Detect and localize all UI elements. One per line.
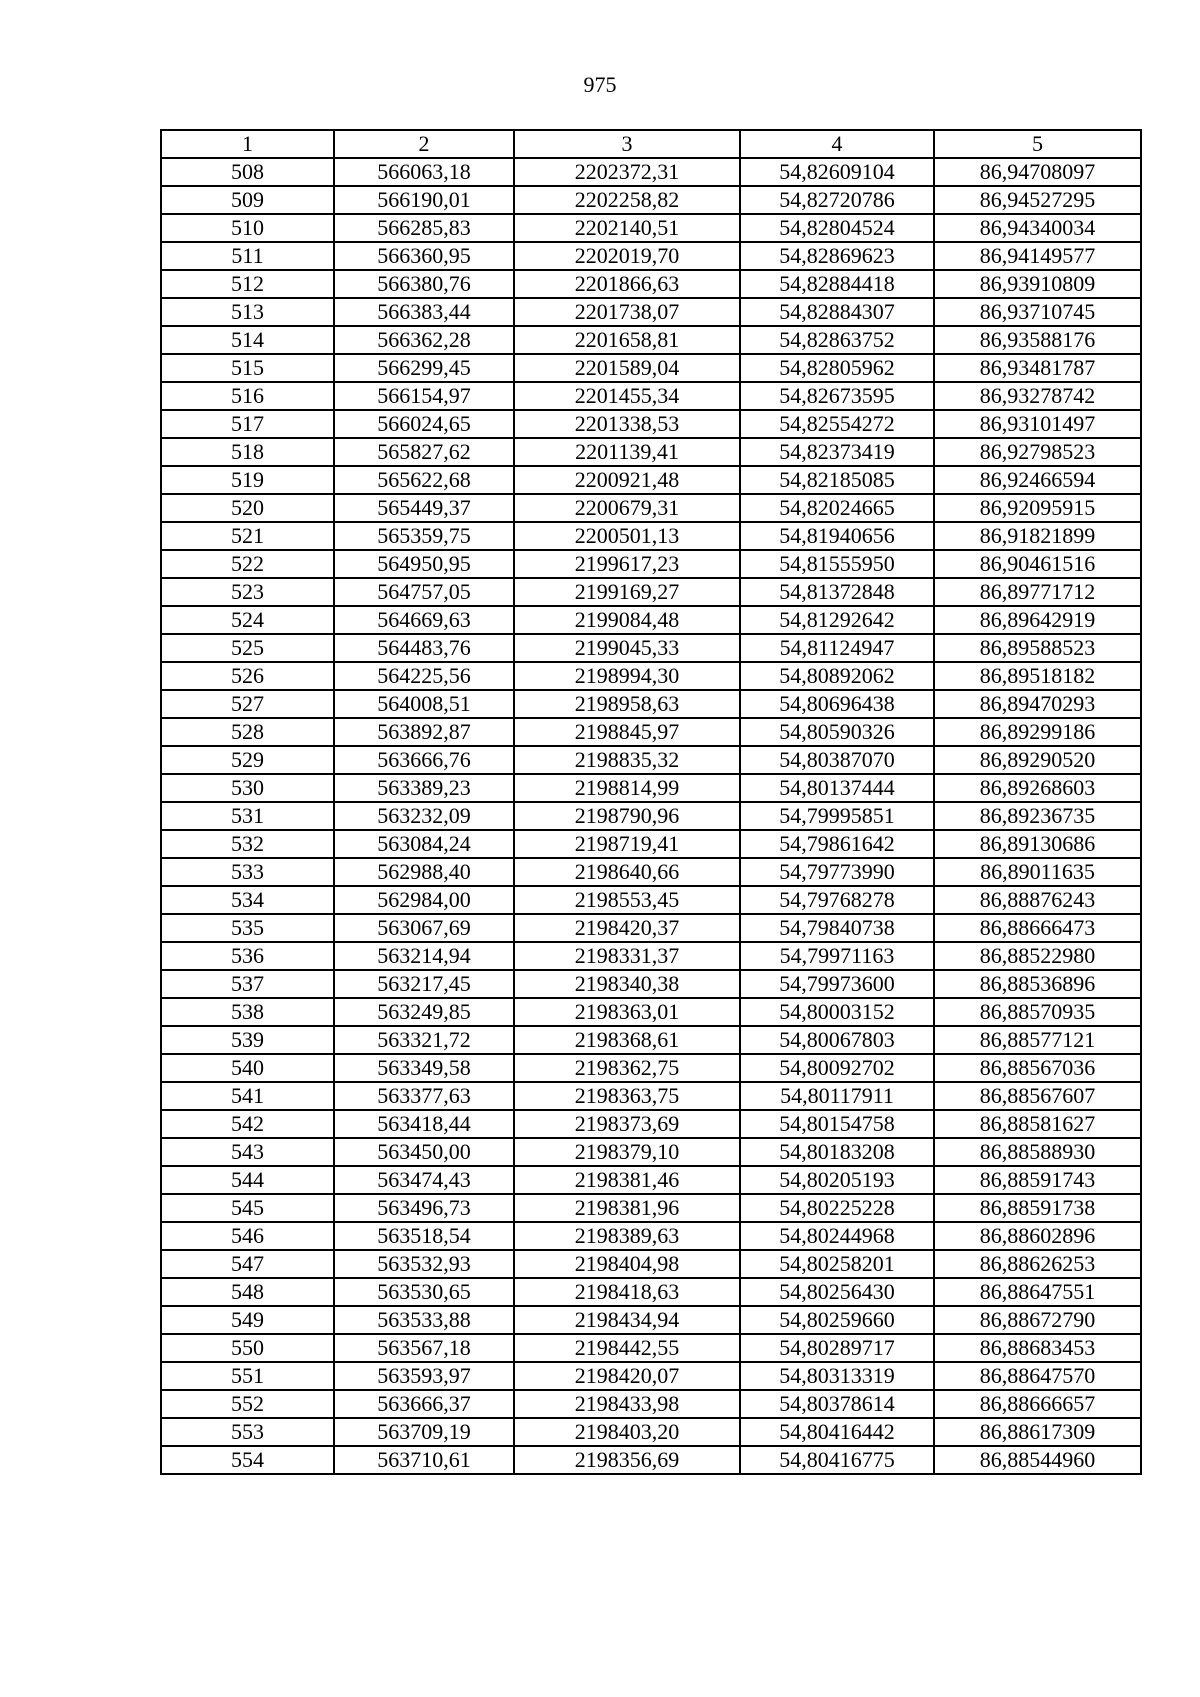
table-cell-col-2: 563666,37 bbox=[334, 1390, 514, 1418]
table-row bbox=[161, 1054, 1141, 1082]
table-cell-col-2: 563593,97 bbox=[334, 1362, 514, 1390]
table-cell-col-1: 534 bbox=[161, 886, 334, 914]
table-cell-col-5: 86,90461516 bbox=[934, 550, 1141, 578]
table-cell-col-1: 554 bbox=[161, 1446, 334, 1474]
table-cell-col-5: 86,88522980 bbox=[934, 942, 1141, 970]
table-cell-col-2: 563710,61 bbox=[334, 1446, 514, 1474]
table-cell-col-2: 563518,54 bbox=[334, 1222, 514, 1250]
table-cell-col-3: 2198362,75 bbox=[514, 1054, 740, 1082]
column-header-2: 2 bbox=[334, 130, 514, 158]
table-cell-col-5: 86,89011635 bbox=[934, 858, 1141, 886]
table-cell-col-3: 2199617,23 bbox=[514, 550, 740, 578]
table-cell-col-4: 54,79768278 bbox=[740, 886, 934, 914]
table-cell-col-2: 566383,44 bbox=[334, 298, 514, 326]
table-cell-col-1: 516 bbox=[161, 382, 334, 410]
table-cell-col-3: 2201139,41 bbox=[514, 438, 740, 466]
table-cell-col-3: 2198373,69 bbox=[514, 1110, 740, 1138]
table-row bbox=[161, 1026, 1141, 1054]
table-cell-col-1: 539 bbox=[161, 1026, 334, 1054]
table-cell-col-3: 2198790,96 bbox=[514, 802, 740, 830]
table-cell-col-2: 563418,44 bbox=[334, 1110, 514, 1138]
column-header-1: 1 bbox=[161, 130, 334, 158]
table-cell-col-5: 86,88536896 bbox=[934, 970, 1141, 998]
table-cell-col-5: 86,93481787 bbox=[934, 354, 1141, 382]
table-cell-col-2: 565827,62 bbox=[334, 438, 514, 466]
table-cell-col-4: 54,82720786 bbox=[740, 186, 934, 214]
column-header-4: 4 bbox=[740, 130, 934, 158]
table-cell-col-4: 54,79773990 bbox=[740, 858, 934, 886]
table-cell-col-2: 566063,18 bbox=[334, 158, 514, 186]
table-cell-col-5: 86,88567607 bbox=[934, 1082, 1141, 1110]
table-cell-col-5: 86,88647570 bbox=[934, 1362, 1141, 1390]
table-cell-col-3: 2202258,82 bbox=[514, 186, 740, 214]
table-cell-col-3: 2198420,37 bbox=[514, 914, 740, 942]
table-cell-col-5: 86,88617309 bbox=[934, 1418, 1141, 1446]
table-cell-col-3: 2198363,75 bbox=[514, 1082, 740, 1110]
table-cell-col-2: 566285,83 bbox=[334, 214, 514, 242]
table-cell-col-5: 86,88647551 bbox=[934, 1278, 1141, 1306]
header-row bbox=[161, 130, 1141, 158]
table-cell-col-1: 530 bbox=[161, 774, 334, 802]
table-cell-col-4: 54,80416775 bbox=[740, 1446, 934, 1474]
table-cell-col-5: 86,92095915 bbox=[934, 494, 1141, 522]
table-cell-col-5: 86,89642919 bbox=[934, 606, 1141, 634]
table-cell-col-1: 547 bbox=[161, 1250, 334, 1278]
table-cell-col-5: 86,94149577 bbox=[934, 242, 1141, 270]
table-row bbox=[161, 494, 1141, 522]
table-row bbox=[161, 298, 1141, 326]
table-cell-col-2: 563567,18 bbox=[334, 1334, 514, 1362]
table-row bbox=[161, 914, 1141, 942]
table-cell-col-1: 518 bbox=[161, 438, 334, 466]
table-cell-col-3: 2198553,45 bbox=[514, 886, 740, 914]
table-cell-col-5: 86,88672790 bbox=[934, 1306, 1141, 1334]
table-cell-col-2: 564669,63 bbox=[334, 606, 514, 634]
table-row bbox=[161, 1138, 1141, 1166]
table-cell-col-1: 527 bbox=[161, 690, 334, 718]
table-cell-col-2: 563377,63 bbox=[334, 1082, 514, 1110]
table-row bbox=[161, 1278, 1141, 1306]
table-row bbox=[161, 970, 1141, 998]
table-cell-col-2: 563450,00 bbox=[334, 1138, 514, 1166]
table-cell-col-3: 2198418,63 bbox=[514, 1278, 740, 1306]
table-cell-col-5: 86,89771712 bbox=[934, 578, 1141, 606]
table-cell-col-2: 565622,68 bbox=[334, 466, 514, 494]
table-cell-col-1: 525 bbox=[161, 634, 334, 662]
table-cell-col-4: 54,82805962 bbox=[740, 354, 934, 382]
table-cell-col-4: 54,82884418 bbox=[740, 270, 934, 298]
table-row bbox=[161, 606, 1141, 634]
page-number: 975 bbox=[583, 72, 617, 97]
table-cell-col-4: 54,80378614 bbox=[740, 1390, 934, 1418]
table-cell-col-1: 529 bbox=[161, 746, 334, 774]
table-cell-col-4: 54,80183208 bbox=[740, 1138, 934, 1166]
table-cell-col-4: 54,80590326 bbox=[740, 718, 934, 746]
table-cell-col-1: 548 bbox=[161, 1278, 334, 1306]
table-cell-col-1: 536 bbox=[161, 942, 334, 970]
table-cell-col-5: 86,88876243 bbox=[934, 886, 1141, 914]
table-row bbox=[161, 1166, 1141, 1194]
table-cell-col-4: 54,82373419 bbox=[740, 438, 934, 466]
table-cell-col-5: 86,89518182 bbox=[934, 662, 1141, 690]
table-row bbox=[161, 186, 1141, 214]
table-row bbox=[161, 270, 1141, 298]
table-cell-col-3: 2198640,66 bbox=[514, 858, 740, 886]
table-cell-col-5: 86,93278742 bbox=[934, 382, 1141, 410]
table-cell-col-2: 563349,58 bbox=[334, 1054, 514, 1082]
table-row bbox=[161, 802, 1141, 830]
table-cell-col-5: 86,88683453 bbox=[934, 1334, 1141, 1362]
table-row bbox=[161, 410, 1141, 438]
table-cell-col-4: 54,80892062 bbox=[740, 662, 934, 690]
table-cell-col-1: 531 bbox=[161, 802, 334, 830]
table-cell-col-1: 538 bbox=[161, 998, 334, 1026]
table-cell-col-4: 54,82185085 bbox=[740, 466, 934, 494]
table-cell-col-2: 563249,85 bbox=[334, 998, 514, 1026]
table-cell-col-4: 54,80696438 bbox=[740, 690, 934, 718]
table-cell-col-2: 566299,45 bbox=[334, 354, 514, 382]
table-cell-col-4: 54,80154758 bbox=[740, 1110, 934, 1138]
table-cell-col-4: 54,81292642 bbox=[740, 606, 934, 634]
table-cell-col-3: 2198340,38 bbox=[514, 970, 740, 998]
table-cell-col-5: 86,88626253 bbox=[934, 1250, 1141, 1278]
table-row bbox=[161, 746, 1141, 774]
table-cell-col-4: 54,80387070 bbox=[740, 746, 934, 774]
table-cell-col-5: 86,94340034 bbox=[934, 214, 1141, 242]
table-cell-col-4: 54,79861642 bbox=[740, 830, 934, 858]
table-cell-col-3: 2198379,10 bbox=[514, 1138, 740, 1166]
table-cell-col-1: 519 bbox=[161, 466, 334, 494]
table-cell-col-1: 523 bbox=[161, 578, 334, 606]
table-cell-col-2: 563532,93 bbox=[334, 1250, 514, 1278]
table-cell-col-3: 2198363,01 bbox=[514, 998, 740, 1026]
table-row bbox=[161, 718, 1141, 746]
table-cell-col-3: 2202019,70 bbox=[514, 242, 740, 270]
table-cell-col-5: 86,94527295 bbox=[934, 186, 1141, 214]
table-cell-col-5: 86,88544960 bbox=[934, 1446, 1141, 1474]
table-cell-col-4: 54,82673595 bbox=[740, 382, 934, 410]
table-cell-col-3: 2198845,97 bbox=[514, 718, 740, 746]
table-cell-col-5: 86,92798523 bbox=[934, 438, 1141, 466]
table-cell-col-3: 2201866,63 bbox=[514, 270, 740, 298]
table-cell-col-5: 86,93710745 bbox=[934, 298, 1141, 326]
table-cell-col-1: 508 bbox=[161, 158, 334, 186]
table-cell-col-4: 54,82884307 bbox=[740, 298, 934, 326]
table-cell-col-2: 565449,37 bbox=[334, 494, 514, 522]
table-cell-col-2: 563892,87 bbox=[334, 718, 514, 746]
table-cell-col-2: 564483,76 bbox=[334, 634, 514, 662]
table-cell-col-4: 54,80258201 bbox=[740, 1250, 934, 1278]
table-cell-col-1: 522 bbox=[161, 550, 334, 578]
table-cell-col-4: 54,81124947 bbox=[740, 634, 934, 662]
table-cell-col-4: 54,80313319 bbox=[740, 1362, 934, 1390]
table-cell-col-3: 2200679,31 bbox=[514, 494, 740, 522]
table-cell-col-1: 549 bbox=[161, 1306, 334, 1334]
coordinates-table bbox=[160, 129, 1142, 1475]
table-cell-col-4: 54,82554272 bbox=[740, 410, 934, 438]
table-cell-col-4: 54,81372848 bbox=[740, 578, 934, 606]
table-cell-col-3: 2199169,27 bbox=[514, 578, 740, 606]
table-cell-col-2: 563709,19 bbox=[334, 1418, 514, 1446]
table-cell-col-4: 54,80259660 bbox=[740, 1306, 934, 1334]
table-row bbox=[161, 998, 1141, 1026]
table-cell-col-3: 2198381,46 bbox=[514, 1166, 740, 1194]
table-cell-col-5: 86,89588523 bbox=[934, 634, 1141, 662]
table-cell-col-1: 535 bbox=[161, 914, 334, 942]
table-row bbox=[161, 1418, 1141, 1446]
table-cell-col-1: 541 bbox=[161, 1082, 334, 1110]
table-cell-col-3: 2201455,34 bbox=[514, 382, 740, 410]
table-cell-col-1: 509 bbox=[161, 186, 334, 214]
table-cell-col-1: 552 bbox=[161, 1390, 334, 1418]
table-cell-col-1: 546 bbox=[161, 1222, 334, 1250]
table-cell-col-2: 566360,95 bbox=[334, 242, 514, 270]
table-cell-col-2: 562984,00 bbox=[334, 886, 514, 914]
table-cell-col-3: 2198434,94 bbox=[514, 1306, 740, 1334]
table-cell-col-2: 563217,45 bbox=[334, 970, 514, 998]
table-cell-col-2: 563533,88 bbox=[334, 1306, 514, 1334]
table-cell-col-5: 86,88577121 bbox=[934, 1026, 1141, 1054]
table-cell-col-1: 532 bbox=[161, 830, 334, 858]
table-cell-col-1: 515 bbox=[161, 354, 334, 382]
table-row bbox=[161, 326, 1141, 354]
table-row bbox=[161, 662, 1141, 690]
table-cell-col-2: 562988,40 bbox=[334, 858, 514, 886]
table-cell-col-5: 86,88602896 bbox=[934, 1222, 1141, 1250]
table-row bbox=[161, 1194, 1141, 1222]
table-cell-col-1: 540 bbox=[161, 1054, 334, 1082]
table-cell-col-2: 563389,23 bbox=[334, 774, 514, 802]
table-cell-col-5: 86,89130686 bbox=[934, 830, 1141, 858]
table-cell-col-3: 2198389,63 bbox=[514, 1222, 740, 1250]
table-row bbox=[161, 634, 1141, 662]
table-cell-col-4: 54,80117911 bbox=[740, 1082, 934, 1110]
table-row bbox=[161, 1222, 1141, 1250]
table-row bbox=[161, 1362, 1141, 1390]
table-cell-col-1: 544 bbox=[161, 1166, 334, 1194]
table-row bbox=[161, 438, 1141, 466]
table-cell-col-2: 566024,65 bbox=[334, 410, 514, 438]
table-cell-col-4: 54,80092702 bbox=[740, 1054, 934, 1082]
table-row bbox=[161, 1306, 1141, 1334]
table-cell-col-4: 54,79995851 bbox=[740, 802, 934, 830]
table-cell-col-3: 2201338,53 bbox=[514, 410, 740, 438]
table-cell-col-2: 563496,73 bbox=[334, 1194, 514, 1222]
table-row bbox=[161, 830, 1141, 858]
table-cell-col-5: 86,88570935 bbox=[934, 998, 1141, 1026]
table-cell-col-5: 86,89290520 bbox=[934, 746, 1141, 774]
table-cell-col-3: 2198814,99 bbox=[514, 774, 740, 802]
table-cell-col-5: 86,94708097 bbox=[934, 158, 1141, 186]
table-cell-col-3: 2198368,61 bbox=[514, 1026, 740, 1054]
table-cell-col-1: 517 bbox=[161, 410, 334, 438]
table-cell-col-1: 521 bbox=[161, 522, 334, 550]
table-row bbox=[161, 158, 1141, 186]
table-cell-col-1: 520 bbox=[161, 494, 334, 522]
table-cell-col-4: 54,82024665 bbox=[740, 494, 934, 522]
table-cell-col-1: 537 bbox=[161, 970, 334, 998]
table-cell-col-3: 2200921,48 bbox=[514, 466, 740, 494]
table-cell-col-4: 54,80003152 bbox=[740, 998, 934, 1026]
column-header-5: 5 bbox=[934, 130, 1141, 158]
table-cell-col-2: 565359,75 bbox=[334, 522, 514, 550]
table-row bbox=[161, 466, 1141, 494]
table-cell-col-5: 86,88591738 bbox=[934, 1194, 1141, 1222]
table-row bbox=[161, 578, 1141, 606]
table-row bbox=[161, 942, 1141, 970]
table-cell-col-5: 86,89299186 bbox=[934, 718, 1141, 746]
table-cell-col-4: 54,80067803 bbox=[740, 1026, 934, 1054]
table-cell-col-5: 86,88588930 bbox=[934, 1138, 1141, 1166]
table-cell-col-1: 512 bbox=[161, 270, 334, 298]
table-cell-col-3: 2202140,51 bbox=[514, 214, 740, 242]
table-cell-col-1: 524 bbox=[161, 606, 334, 634]
table-cell-col-3: 2198420,07 bbox=[514, 1362, 740, 1390]
table-cell-col-1: 551 bbox=[161, 1362, 334, 1390]
table-cell-col-3: 2201658,81 bbox=[514, 326, 740, 354]
table-cell-col-3: 2201589,04 bbox=[514, 354, 740, 382]
table-cell-col-1: 553 bbox=[161, 1418, 334, 1446]
table-cell-col-3: 2201738,07 bbox=[514, 298, 740, 326]
table-cell-col-5: 86,93910809 bbox=[934, 270, 1141, 298]
table-cell-col-3: 2198442,55 bbox=[514, 1334, 740, 1362]
table-row bbox=[161, 1082, 1141, 1110]
table-row bbox=[161, 1110, 1141, 1138]
table-cell-col-3: 2202372,31 bbox=[514, 158, 740, 186]
table-cell-col-4: 54,79971163 bbox=[740, 942, 934, 970]
table-cell-col-4: 54,82804524 bbox=[740, 214, 934, 242]
table-cell-col-3: 2198403,20 bbox=[514, 1418, 740, 1446]
table-cell-col-2: 566154,97 bbox=[334, 382, 514, 410]
table-row bbox=[161, 1446, 1141, 1474]
table-cell-col-1: 513 bbox=[161, 298, 334, 326]
table-cell-col-1: 510 bbox=[161, 214, 334, 242]
table-cell-col-2: 566380,76 bbox=[334, 270, 514, 298]
table-cell-col-3: 2198356,69 bbox=[514, 1446, 740, 1474]
table-cell-col-5: 86,88591743 bbox=[934, 1166, 1141, 1194]
table-cell-col-3: 2198381,96 bbox=[514, 1194, 740, 1222]
table-cell-col-3: 2198404,98 bbox=[514, 1250, 740, 1278]
table-cell-col-2: 563084,24 bbox=[334, 830, 514, 858]
table-cell-col-5: 86,92466594 bbox=[934, 466, 1141, 494]
table-cell-col-2: 563067,69 bbox=[334, 914, 514, 942]
table-cell-col-4: 54,80416442 bbox=[740, 1418, 934, 1446]
table-cell-col-1: 545 bbox=[161, 1194, 334, 1222]
table-cell-col-4: 54,80289717 bbox=[740, 1334, 934, 1362]
table-cell-col-4: 54,80137444 bbox=[740, 774, 934, 802]
table-cell-col-4: 54,82863752 bbox=[740, 326, 934, 354]
table-cell-col-4: 54,80205193 bbox=[740, 1166, 934, 1194]
table-cell-col-4: 54,82869623 bbox=[740, 242, 934, 270]
table-cell-col-5: 86,89268603 bbox=[934, 774, 1141, 802]
table-header bbox=[161, 130, 1141, 158]
column-header-3: 3 bbox=[514, 130, 740, 158]
table-cell-col-3: 2198433,98 bbox=[514, 1390, 740, 1418]
table-cell-col-5: 86,89236735 bbox=[934, 802, 1141, 830]
table-row bbox=[161, 214, 1141, 242]
table-cell-col-2: 563232,09 bbox=[334, 802, 514, 830]
table-cell-col-2: 564008,51 bbox=[334, 690, 514, 718]
table-cell-col-5: 86,93101497 bbox=[934, 410, 1141, 438]
table-cell-col-4: 54,79973600 bbox=[740, 970, 934, 998]
table-cell-col-1: 514 bbox=[161, 326, 334, 354]
table-cell-col-4: 54,80225228 bbox=[740, 1194, 934, 1222]
table-row bbox=[161, 354, 1141, 382]
table-row bbox=[161, 690, 1141, 718]
table-row bbox=[161, 1390, 1141, 1418]
table-cell-col-1: 542 bbox=[161, 1110, 334, 1138]
table-cell-col-2: 563214,94 bbox=[334, 942, 514, 970]
table-cell-col-1: 511 bbox=[161, 242, 334, 270]
table-cell-col-3: 2198994,30 bbox=[514, 662, 740, 690]
table-cell-col-1: 526 bbox=[161, 662, 334, 690]
table-cell-col-4: 54,80256430 bbox=[740, 1278, 934, 1306]
table-cell-col-4: 54,81555950 bbox=[740, 550, 934, 578]
table-row bbox=[161, 886, 1141, 914]
table-cell-col-4: 54,81940656 bbox=[740, 522, 934, 550]
table-cell-col-1: 550 bbox=[161, 1334, 334, 1362]
table-cell-col-4: 54,79840738 bbox=[740, 914, 934, 942]
table-row bbox=[161, 774, 1141, 802]
table-row bbox=[161, 858, 1141, 886]
table-cell-col-2: 563530,65 bbox=[334, 1278, 514, 1306]
table-cell-col-2: 563666,76 bbox=[334, 746, 514, 774]
table-cell-col-2: 564950,95 bbox=[334, 550, 514, 578]
table-cell-col-5: 86,88581627 bbox=[934, 1110, 1141, 1138]
table-cell-col-3: 2199084,48 bbox=[514, 606, 740, 634]
table-cell-col-5: 86,88567036 bbox=[934, 1054, 1141, 1082]
table-cell-col-5: 86,88666473 bbox=[934, 914, 1141, 942]
table-cell-col-5: 86,88666657 bbox=[934, 1390, 1141, 1418]
table-row bbox=[161, 522, 1141, 550]
table-cell-col-2: 564757,05 bbox=[334, 578, 514, 606]
table-row bbox=[161, 1250, 1141, 1278]
table-cell-col-4: 54,82609104 bbox=[740, 158, 934, 186]
table-cell-col-3: 2198719,41 bbox=[514, 830, 740, 858]
table-cell-col-2: 566190,01 bbox=[334, 186, 514, 214]
table-cell-col-2: 564225,56 bbox=[334, 662, 514, 690]
table-body bbox=[161, 158, 1141, 1474]
table-cell-col-3: 2199045,33 bbox=[514, 634, 740, 662]
table-cell-col-3: 2200501,13 bbox=[514, 522, 740, 550]
table-cell-col-5: 86,89470293 bbox=[934, 690, 1141, 718]
table-cell-col-3: 2198958,63 bbox=[514, 690, 740, 718]
table-cell-col-1: 528 bbox=[161, 718, 334, 746]
table-cell-col-2: 566362,28 bbox=[334, 326, 514, 354]
table-row bbox=[161, 1334, 1141, 1362]
table-row bbox=[161, 550, 1141, 578]
table-cell-col-1: 543 bbox=[161, 1138, 334, 1166]
table-row bbox=[161, 382, 1141, 410]
table-cell-col-5: 86,93588176 bbox=[934, 326, 1141, 354]
table-cell-col-2: 563474,43 bbox=[334, 1166, 514, 1194]
table-cell-col-3: 2198331,37 bbox=[514, 942, 740, 970]
table-cell-col-5: 86,91821899 bbox=[934, 522, 1141, 550]
table-cell-col-2: 563321,72 bbox=[334, 1026, 514, 1054]
table-cell-col-1: 533 bbox=[161, 858, 334, 886]
table-cell-col-4: 54,80244968 bbox=[740, 1222, 934, 1250]
table-cell-col-3: 2198835,32 bbox=[514, 746, 740, 774]
table-row bbox=[161, 242, 1141, 270]
